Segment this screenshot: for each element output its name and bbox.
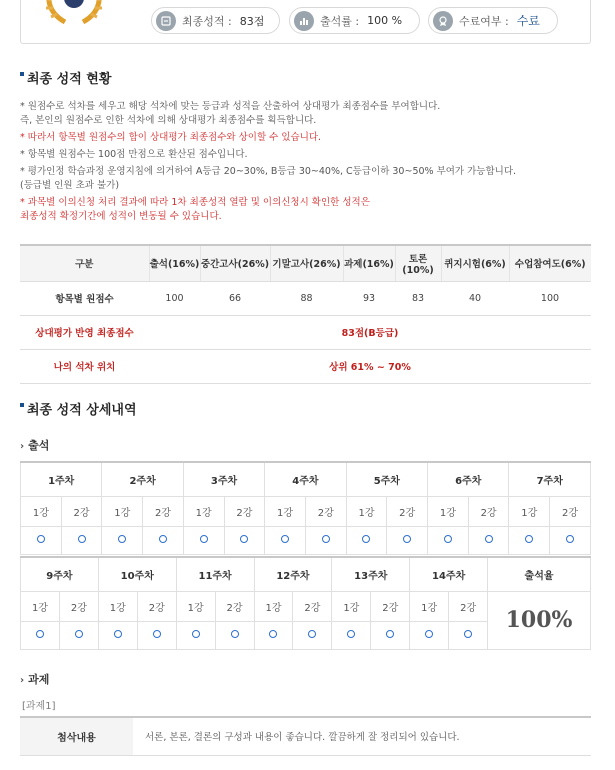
lecture-label: 1강 xyxy=(428,496,469,526)
week-header: 5주차 xyxy=(346,462,427,496)
note-item: * 평가인정 학습과정 운영지침에 의거하여 A등급 20~30%, B등급 30~40%, C등급이하 30~50% 부여가 가능합니다. (등급별 인원 초과 불가) xyxy=(20,166,517,191)
final-score-table xyxy=(20,244,591,384)
attended-circle-icon xyxy=(78,535,86,543)
lecture-label: 1강 xyxy=(21,591,60,621)
score-table-header xyxy=(20,245,591,281)
raw-score-cell: 100 xyxy=(149,281,200,315)
lecture-label: 2강 xyxy=(293,591,332,621)
attended-circle-icon xyxy=(192,630,200,638)
item-header: 토론(10%) xyxy=(395,245,441,281)
assignment-name: [과제1] xyxy=(22,701,56,712)
correction-row xyxy=(20,717,591,755)
attendance-subtitle: › 출석 xyxy=(20,439,50,452)
assignment-table xyxy=(20,716,591,756)
completion-value: 수료 xyxy=(516,14,540,28)
lecture-label: 2강 xyxy=(305,496,346,526)
lecture-label: 1강 xyxy=(265,496,306,526)
medal-icon xyxy=(156,11,176,31)
attendance-pill xyxy=(289,7,420,34)
raw-score-cell: 93 xyxy=(343,281,395,315)
lecture-label: 1강 xyxy=(332,591,371,621)
relative-score-row xyxy=(20,315,591,349)
laurel-emblem-icon xyxy=(43,0,105,26)
attendance-rate-header: 출석율 xyxy=(488,557,591,591)
attended-circle-icon xyxy=(281,535,289,543)
correction-text: 서론, 본론, 결론의 구성과 내용이 좋습니다. 깔끔하게 잘 정리되어 있습니다. xyxy=(133,717,591,755)
attended-circle-icon xyxy=(231,630,239,638)
lecture-label: 1강 xyxy=(176,591,215,621)
lecture-label: 2강 xyxy=(468,496,509,526)
raw-score-cell: 88 xyxy=(270,281,343,315)
attended-circle-icon xyxy=(485,535,493,543)
attended-circle-icon xyxy=(386,630,394,638)
attendance-value: 100 % xyxy=(367,14,403,27)
lecture-label: 2강 xyxy=(224,496,265,526)
rank-value: 상위 61% ~ 70% xyxy=(149,349,591,383)
attended-circle-icon xyxy=(464,630,472,638)
week-header: 7주차 xyxy=(509,462,591,496)
week-header: 4주차 xyxy=(265,462,346,496)
lecture-label: 1강 xyxy=(509,496,550,526)
lecture-row xyxy=(21,591,591,621)
bullet-square-icon xyxy=(20,72,24,76)
relative-score-label: 상대평가 반영 최종점수 xyxy=(20,315,149,349)
week-header-row xyxy=(21,462,591,496)
attended-circle-icon xyxy=(525,535,533,543)
note-item: * 과목별 이의신청 처리 결과에 따라 1차 최종성적 열람 및 이의신청시 확인한 성적은 최종성적 확정기간에 성적이 변동될 수 있습니다. xyxy=(20,197,370,222)
assignment-subtitle: › 과제 xyxy=(20,673,50,686)
attended-circle-icon xyxy=(362,535,370,543)
week-header: 12주차 xyxy=(254,557,332,591)
attended-circle-icon xyxy=(269,630,277,638)
lecture-label: 2강 xyxy=(371,591,410,621)
week-header: 6주차 xyxy=(428,462,509,496)
lecture-row xyxy=(21,496,591,526)
attended-circle-icon xyxy=(308,630,316,638)
grading-notes xyxy=(20,100,595,227)
raw-score-cell: 40 xyxy=(441,281,509,315)
attended-circle-icon xyxy=(322,535,330,543)
lecture-label: 2강 xyxy=(215,591,254,621)
item-header: 퀴지시험(6%) xyxy=(441,245,509,281)
week-header: 1주차 xyxy=(21,462,102,496)
note-item: * 항목별 원점수는 100점 만점으로 환산된 점수입니다. xyxy=(20,149,248,160)
lecture-label: 2강 xyxy=(137,591,176,621)
note-item: * 따라서 항목별 원점수의 합이 상대평가 최종점수와 상이할 수 있습니다. xyxy=(20,132,322,143)
attended-circle-icon xyxy=(118,535,126,543)
raw-score-cell: 66 xyxy=(200,281,270,315)
chevron-right-icon: › xyxy=(20,675,25,686)
final-score-pill xyxy=(151,7,280,34)
attended-circle-icon xyxy=(153,630,161,638)
bar-chart-icon xyxy=(294,11,314,31)
attended-circle-icon xyxy=(444,535,452,543)
attended-circle-icon xyxy=(75,630,83,638)
lecture-label: 1강 xyxy=(98,591,137,621)
lecture-label: 2강 xyxy=(387,496,428,526)
lecture-label: 2강 xyxy=(449,591,488,621)
attendance-table-2 xyxy=(20,556,591,650)
lecture-label: 2강 xyxy=(550,496,591,526)
note-item: * 원점수로 석차를 세우고 해당 석차에 맞는 등급과 성적을 산출하여 상대평가 최종점수를 부여합니다. 즉, 본인의 원점수로 인한 석차에 의해 상대평가 최종점수를 획득합니다. xyxy=(20,101,441,126)
week-header: 10주차 xyxy=(98,557,176,591)
attendance-mark-row xyxy=(21,526,591,554)
item-header: 출석(16%) xyxy=(149,245,200,281)
attendance-label: 출석률 : xyxy=(320,14,360,28)
attended-circle-icon xyxy=(36,630,44,638)
rank-label: 나의 석차 위치 xyxy=(20,349,149,383)
attendance-table-1 xyxy=(20,461,591,555)
week-header-row xyxy=(21,557,591,591)
lecture-label: 1강 xyxy=(254,591,293,621)
lecture-label: 2강 xyxy=(59,591,98,621)
attended-circle-icon xyxy=(403,535,411,543)
correction-label: 첨삭내용 xyxy=(20,717,133,755)
category-header: 구분 xyxy=(20,245,149,281)
lecture-label: 1강 xyxy=(346,496,387,526)
item-header: 과제(16%) xyxy=(343,245,395,281)
rank-row xyxy=(20,349,591,383)
final-score-label: 최종성적 : xyxy=(182,14,232,28)
week-header: 2주차 xyxy=(102,462,183,496)
attended-circle-icon xyxy=(425,630,433,638)
completion-label: 수료여부 : xyxy=(459,14,509,28)
week-header: 14주차 xyxy=(410,557,488,591)
final-score-value: 83점 xyxy=(239,14,265,28)
attended-circle-icon xyxy=(240,535,248,543)
item-header: 기말고사(26%) xyxy=(270,245,343,281)
week-header: 11주차 xyxy=(176,557,254,591)
raw-score-cell: 100 xyxy=(509,281,591,315)
lecture-label: 2강 xyxy=(61,496,102,526)
item-header: 중간고사(26%) xyxy=(200,245,270,281)
attended-circle-icon xyxy=(566,535,574,543)
week-header: 9주차 xyxy=(21,557,99,591)
week-header: 13주차 xyxy=(332,557,410,591)
relative-score-value: 83점(B등급) xyxy=(149,315,591,349)
item-header: 수업참여도(6%) xyxy=(509,245,591,281)
bullet-square-icon xyxy=(20,403,24,407)
completion-pill xyxy=(428,7,558,34)
detail-title: 최종 성적 상세내역 xyxy=(20,399,137,418)
attended-circle-icon xyxy=(114,630,122,638)
attended-circle-icon xyxy=(347,630,355,638)
lecture-label: 1강 xyxy=(410,591,449,621)
week-header: 3주차 xyxy=(183,462,264,496)
attended-circle-icon xyxy=(159,535,167,543)
raw-score-cell: 83 xyxy=(395,281,441,315)
raw-score-row xyxy=(20,281,591,315)
attended-circle-icon xyxy=(200,535,208,543)
score-summary-box xyxy=(20,0,591,44)
lecture-label: 2강 xyxy=(143,496,184,526)
final-status-title: 최종 성적 현황 xyxy=(20,68,111,87)
lecture-label: 1강 xyxy=(102,496,143,526)
chevron-right-icon: › xyxy=(20,441,25,452)
lecture-label: 1강 xyxy=(21,496,62,526)
badge-icon xyxy=(433,11,453,31)
lecture-label: 1강 xyxy=(183,496,224,526)
raw-score-label: 항목별 원점수 xyxy=(20,281,149,315)
attended-circle-icon xyxy=(37,535,45,543)
attendance-rate-value: 100% xyxy=(488,591,591,649)
